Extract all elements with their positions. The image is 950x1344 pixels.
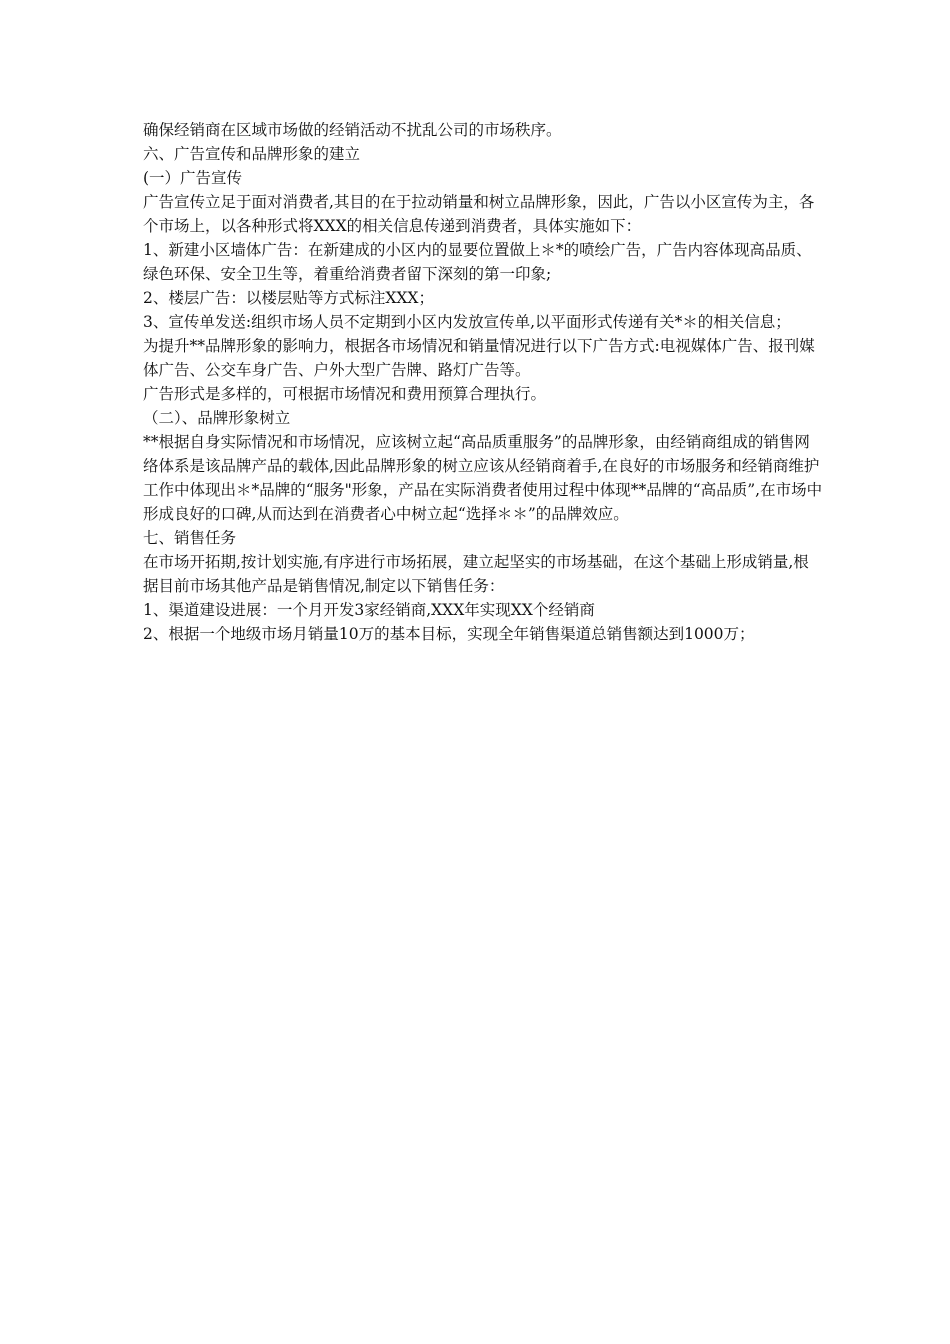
paragraph-sales-intro: 在市场开拓期,按计划实施,有序进行市场拓展，建立起坚实的市场基础，在这个基础上形成销量,根据目前市场其他产品是销售情况,制定以下销售任务： (143, 553, 809, 595)
list-item-channel-progress: 1、渠道建设进展：一个月开发3家经销商,XXX年实现XX个经销商 (143, 601, 595, 619)
list-item-flyers: 3、宣传单发送:组织市场人员不定期到小区内发放宣传单,以平面形式传递有关*＊的相关信息； (143, 313, 791, 331)
list-item-wall-ads: 1、新建小区墙体广告：在新建成的小区内的显要位置做上＊*的喷绘广告，广告内容体现高品质、绿色环保、安全卫生等，着重给消费者留下深刻的第一印象; (143, 241, 812, 283)
section-heading-sales-tasks: 七、销售任务 (143, 529, 237, 547)
paragraph-ad-forms: 广告形式是多样的，可根据市场情况和费用预算合理执行。 (143, 385, 547, 403)
paragraph-advertising-intro: 广告宣传立足于面对消费者,其目的在于拉动销量和树立品牌形象，因此，广告以小区宣传为主，各个市场上，以各种形式将XXX的相关信息传递到消费者，具体实施如下： (143, 193, 815, 235)
list-item-floor-ads: 2、楼层广告：以楼层贴等方式标注XXX； (143, 289, 434, 307)
subsection-heading-brand-image: （二）、品牌形象树立 (143, 409, 291, 427)
section-heading-advertising-brand: 六、广告宣传和品牌形象的建立 (143, 145, 361, 163)
paragraph-brand-image: **根据自身实际情况和市场情况，应该树立起“高品质重服务”的品牌形象，由经销商组成的销售网络体系是该品牌产品的载体,因此品牌形象的树立应该从经销商着手,在良好的市场服务和经销商维护工作中体现出＊*品牌的“服务"形象，产品在实际消费者使用过程中体现**品牌的“高品质”,在市场中形成良好的口碑,从而达到在消费者心中树立起“选择＊＊”的品牌效应。 (143, 433, 823, 523)
list-item-sales-target: 2、根据一个地级市场月销量10万的基本目标，实现全年销售渠道总销售额达到1000万； (143, 625, 755, 643)
document-body (143, 118, 823, 646)
subsection-heading-advertising: (一）广告宣传 (143, 169, 243, 187)
paragraph-ad-channels: 为提升**品牌形象的影响力，根据各市场情况和销量情况进行以下广告方式:电视媒体广告、报刊媒体广告、公交车身广告、户外大型广告牌、路灯广告等。 (143, 337, 815, 379)
paragraph-market-order: 确保经销商在区域市场做的经销活动不扰乱公司的市场秩序。 (143, 121, 562, 139)
